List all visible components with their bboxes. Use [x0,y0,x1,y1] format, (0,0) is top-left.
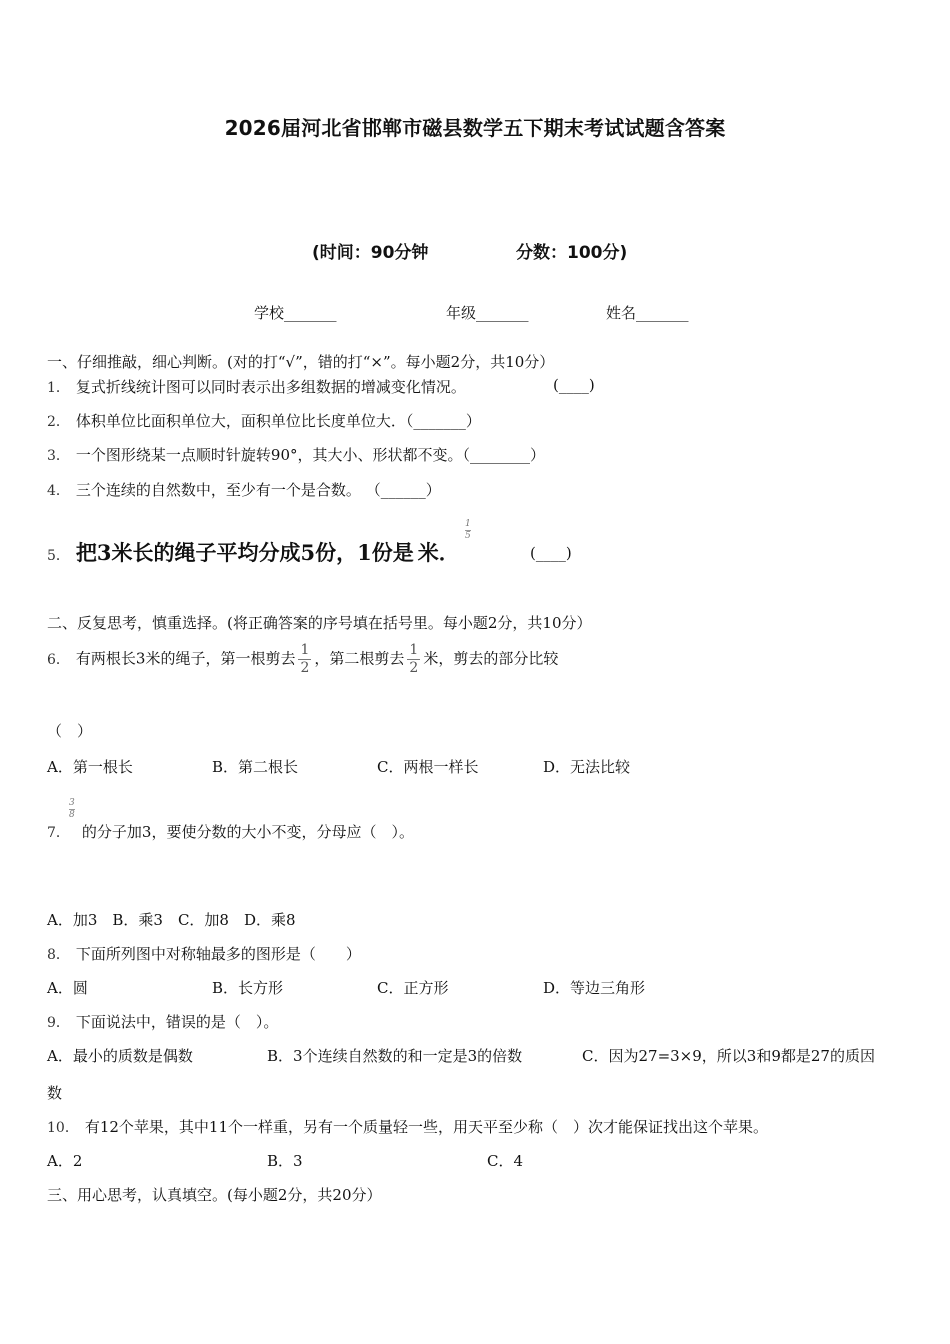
question-number: 9． [47,1015,70,1031]
question-text: 体积单位比面积单位大，面积单位比长度单位大．（_______） [75,412,481,430]
section-2-heading: 二、反复思考，慎重选择。(将正确答案的序号填在括号里。每小题2分，共10分） [47,614,592,632]
name-field: 姓名_______ [606,304,689,322]
option-c: C．4 [487,1152,524,1170]
question-3 [47,444,545,465]
option-a: A．圆 [47,979,88,997]
question-6 [47,642,558,677]
fraction-one-half: $\frac{1}{2}$ [300,642,310,676]
option-c-continued: 数 [47,1084,63,1102]
question-text: 三个连续的自然数中，至少有一个是合数。 （______） [75,481,441,499]
question-8 [47,943,361,964]
question-text: 把3米长的绳子平均分成5份，1份是 [75,540,414,565]
question-number: 2． [47,414,70,430]
question-number: 7． [47,825,70,841]
fraction-three-eighths: 3 8 [69,798,75,820]
section-1-heading: 一、仔细推敲，细心判断。(对的打“√”，错的打“×”。每小题2分，共10分） [47,353,555,371]
question-number: 8． [47,947,70,963]
option-a: A．第一根长 [47,758,133,776]
page-title: 2026届河北省邯郸市磁县数学五下期末考试试题含答案 [224,116,726,140]
question-text: 有12个苹果，其中11个一样重，另有一个质量轻一些，用天平至少称（ ）次才能保证找出这个苹果。 [84,1118,769,1136]
question-text: ，第二根剪去 [314,649,405,668]
school-field: 学校_______ [254,304,337,322]
question-1 [47,376,466,397]
question-number: 5． [47,548,70,564]
question-number: 4． [47,483,70,499]
option-b: B．长方形 [212,979,284,997]
question-10 [47,1116,768,1137]
question-text: 下面所列图中对称轴最多的图形是（ ） [75,945,361,963]
option-d: D．等边三角形 [543,979,646,997]
section-3-heading: 三、用心思考，认真填空。(每小题2分，共20分） [47,1186,382,1204]
question-number: 1． [47,380,70,396]
question-5-blank: (____) [530,544,572,562]
question-5 [47,537,460,567]
option-c: C．因为27=3×9，所以3和9都是27的质因 [582,1047,875,1065]
option-a: A．最小的质数是偶数 [47,1047,193,1065]
option-b: B．3个连续自然数的和一定是3的倍数 [267,1047,523,1065]
question-2 [47,410,481,431]
question-text: 一个图形绕某一点顺时针旋转90°，其大小、形状都不变。（________） [75,446,546,464]
question-text: 有两根长3米的绳子，第一根剪去 [75,649,296,668]
fraction-one-fifth: 1 5 [465,519,471,541]
question-6-paren: （ ） [47,722,93,740]
question-7-options: A．加3 B．乘3 C．加8 D．乘8 [47,911,296,929]
grade-field: 年级_______ [446,304,529,322]
exam-time: (时间：90分钟 [312,243,429,263]
question-7 [47,821,414,842]
question-text-unit: 米． [417,540,460,565]
question-4 [47,479,441,500]
option-d: D．无法比较 [543,758,631,776]
question-number: 10． [47,1120,79,1136]
option-c: C．正方形 [377,979,449,997]
option-c: C．两根一样长 [377,758,479,776]
question-text: 的分子加3，要使分数的大小不变，分母应（ ）。 [81,823,414,841]
question-number: 3． [47,448,70,464]
question-text: 下面说法中，错误的是（ ）。 [75,1013,279,1031]
option-b: B．3 [267,1152,303,1170]
option-a: A．2 [47,1152,83,1170]
question-9 [47,1011,278,1032]
question-1-blank: (____) [553,376,595,394]
question-text: 米，剪去的部分比较 [423,649,559,668]
exam-score: 分数：100分) [516,243,628,263]
option-b: B．第二根长 [212,758,299,776]
question-number: 6． [47,651,70,668]
fraction-one-half: $\frac{1}{2}$ [409,642,419,676]
question-text: 复式折线统计图可以同时表示出多组数据的增减变化情况。 [75,378,466,396]
